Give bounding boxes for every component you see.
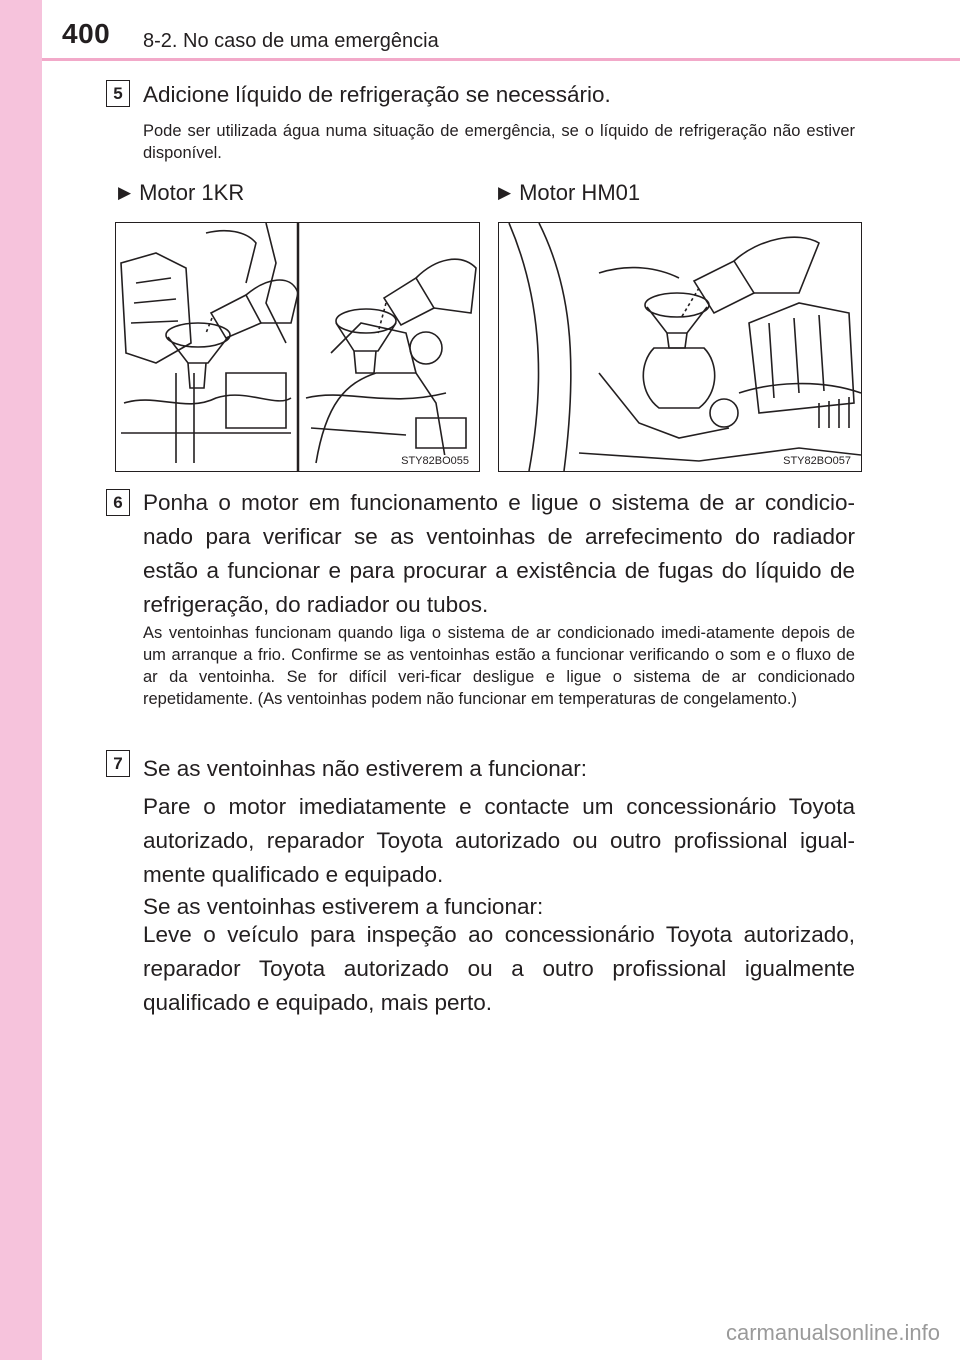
figure-label-hm01: [498, 180, 640, 206]
step-5-title: Adicione líquido de refrigeração se necessário.: [143, 82, 611, 107]
header-divider: [42, 58, 960, 61]
step-6-note: As ventoinhas funcionam quando liga o sistema de ar condicionado imedi-atamente depois de um arranque a frio. Confirme se as ventoinhas estão a funcionar verificando o som e o fluxo de ar da ventoinha. Se for difícil veri-ficar desligue e ligue o sistema de ar condicionado repetidamente. (As ventoinhas podem não funcionar em temperaturas de congelamento.): [143, 624, 855, 708]
watermark: carmanualsonline.info: [725, 1320, 940, 1345]
figure-label-text: Motor 1KR: [139, 180, 245, 205]
page-number: 400: [62, 18, 111, 49]
figure-1kr-illustration: [115, 222, 480, 472]
triangle-bullet-icon: ▶: [118, 183, 132, 202]
step-6-marker: 6: [106, 489, 130, 516]
figure-label-1kr: [118, 180, 244, 206]
figure-code: STY82BO055: [401, 455, 469, 467]
step-5-marker: 5: [106, 80, 130, 107]
figure-code: STY82BO057: [783, 455, 851, 467]
step-7-if-yes: Se as ventoinhas estiverem a funcionar:: [143, 894, 544, 919]
step-7-if-not-action: Pare o motor imediatamente e contacte um concessionário Toyota autorizado, reparador Toyota autorizado ou outro profissional igual-mente qualificado e equipado.: [143, 794, 855, 887]
figure-label-text: Motor HM01: [519, 180, 641, 205]
chapter-side-tab: [0, 0, 42, 1360]
step-5-note: Pode ser utilizada água numa situação de emergência, se o líquido de refrigeração não estiver disponível.: [143, 122, 855, 162]
engine-1kr-drawing: [116, 223, 479, 471]
section-title: 8-2. No caso de uma emergência: [143, 30, 439, 52]
step-6-text: Ponha o motor em funcionamento e ligue o sistema de ar condicio-nado para verificar se as ventoinhas de arrefecimento do radiador estão a funcionar e para procurar a existência de fugas do líquido de refrigeração, do radiador ou tubos.: [143, 490, 855, 617]
figure-hm01-illustration: [498, 222, 862, 472]
step-7-marker: 7: [106, 750, 130, 777]
step-7-if-not: Se as ventoinhas não estiverem a funcionar:: [143, 756, 588, 781]
triangle-bullet-icon: ▶: [498, 183, 512, 202]
engine-hm01-drawing: [499, 223, 861, 471]
step-7-if-yes-action: Leve o veículo para inspeção ao concessionário Toyota autorizado, reparador Toyota autorizado ou a outro profissional igualmente qualificado e equipado, mais perto.: [143, 922, 855, 1015]
